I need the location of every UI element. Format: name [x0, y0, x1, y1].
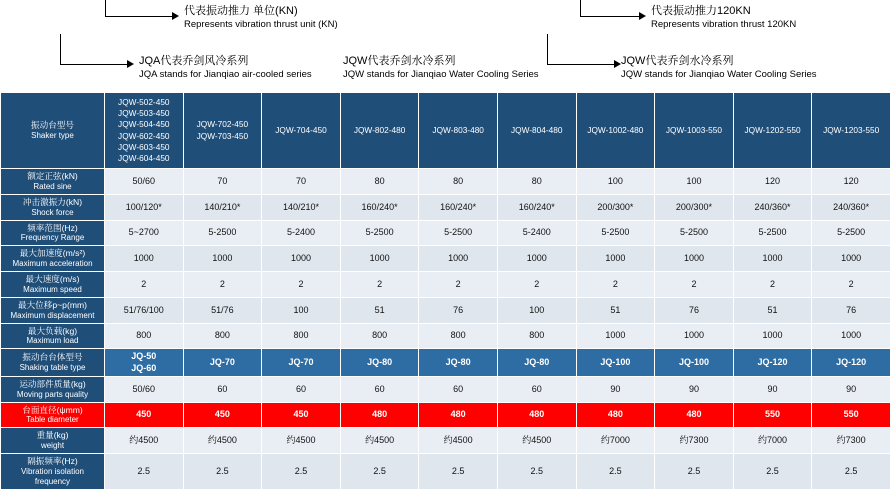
- cell-max-displacement-0: 51/76/100: [105, 297, 184, 323]
- cell-shock-force-5: 160/240*: [497, 194, 576, 220]
- annotation-jqw-series-1-cn: JQW代表乔剑水冷系列: [343, 55, 456, 67]
- cell-moving-parts-quality-9: 90: [812, 376, 890, 402]
- cell-moving-parts-quality-2: 60: [262, 376, 341, 402]
- table-row: [1, 297, 890, 323]
- cell-weight-7: 约7300: [655, 428, 734, 454]
- cell-max-load-5: 800: [497, 323, 576, 349]
- leader-line-jqw-horizontal: [547, 64, 615, 65]
- cell-max-acceleration-2: 1000: [262, 246, 341, 272]
- annotation-thrust-unit: [184, 5, 338, 31]
- cell-rated-sine-2: 70: [262, 169, 341, 195]
- header-row-label: [1, 93, 105, 169]
- leader-line-thrust-unit-vertical: [105, 0, 106, 17]
- cell-frequency-range-2: 5-2400: [262, 220, 341, 246]
- cell-rated-sine-9: 120: [812, 169, 890, 195]
- cell-weight-4: 约4500: [419, 428, 498, 454]
- cell-table-diameter-6: 480: [576, 402, 655, 428]
- annotation-thrust-unit-en: Represents vibration thrust unit (KN): [184, 18, 338, 30]
- cell-max-load-7: 1000: [655, 323, 734, 349]
- cell-shock-force-4: 160/240*: [419, 194, 498, 220]
- table-header-model-4: JQW-803-480: [419, 93, 498, 169]
- leader-line-thrust120-vertical: [580, 0, 581, 17]
- leader-line-thrust120-horizontal: [580, 16, 640, 17]
- header-row-label-cn: 振动台型号: [31, 120, 74, 131]
- cell-moving-parts-quality-8: 90: [733, 376, 812, 402]
- cell-vibration-isolation-frequency-9: 2.5: [812, 453, 890, 489]
- row-label-max-load: 最大负载(kg) Maximum load: [1, 323, 105, 349]
- cell-max-speed-7: 2: [655, 272, 734, 298]
- cell-max-load-3: 800: [340, 323, 419, 349]
- table-row: [1, 428, 890, 454]
- annotation-thrust120-cn: 代表振动推力120KN: [651, 5, 751, 17]
- table-row: [1, 194, 890, 220]
- cell-shock-force-6: 200/300*: [576, 194, 655, 220]
- cell-moving-parts-quality-7: 90: [655, 376, 734, 402]
- cell-rated-sine-4: 80: [419, 169, 498, 195]
- leader-line-jqa-horizontal: [60, 64, 128, 65]
- cell-max-acceleration-4: 1000: [419, 246, 498, 272]
- annotation-jqa-series-en: JQA stands for Jianqiao air-cooled series: [139, 68, 312, 80]
- row-label-frequency-range: 频率范围(Hz) Frequency Range: [1, 220, 105, 246]
- cell-max-speed-1: 2: [183, 272, 262, 298]
- table-header-model-6: JQW-1002-480: [576, 93, 655, 169]
- annotation-jqw-series-1: [343, 55, 539, 81]
- cell-shaking-table-type-4: JQ-80: [419, 349, 498, 377]
- annotation-jqw-series-1-en: JQW stands for Jianqiao Water Cooling Series: [343, 68, 539, 80]
- cell-moving-parts-quality-3: 60: [340, 376, 419, 402]
- cell-max-displacement-1: 51/76: [183, 297, 262, 323]
- cell-weight-5: 约4500: [497, 428, 576, 454]
- cell-moving-parts-quality-4: 60: [419, 376, 498, 402]
- table-row: [1, 220, 890, 246]
- cell-max-displacement-4: 76: [419, 297, 498, 323]
- cell-frequency-range-3: 5-2500: [340, 220, 419, 246]
- cell-weight-9: 约7300: [812, 428, 890, 454]
- cell-shaking-table-type-5: JQ-80: [497, 349, 576, 377]
- cell-shock-force-8: 240/360*: [733, 194, 812, 220]
- cell-max-displacement-5: 100: [497, 297, 576, 323]
- arrow-thrust-unit: [172, 12, 179, 20]
- cell-vibration-isolation-frequency-1: 2.5: [183, 453, 262, 489]
- cell-shock-force-1: 140/210*: [183, 194, 262, 220]
- table-row: [1, 453, 890, 489]
- cell-table-diameter-5: 480: [497, 402, 576, 428]
- cell-shock-force-2: 140/210*: [262, 194, 341, 220]
- cell-max-load-9: 1000: [812, 323, 890, 349]
- annotation-thrust-unit-cn: 代表振动推力 单位(KN): [184, 5, 298, 17]
- table-header-model-9: JQW-1203-550: [812, 93, 890, 169]
- cell-table-diameter-2: 450: [262, 402, 341, 428]
- cell-weight-0: 约4500: [105, 428, 184, 454]
- cell-max-load-8: 1000: [733, 323, 812, 349]
- cell-weight-1: 约4500: [183, 428, 262, 454]
- cell-max-acceleration-8: 1000: [733, 246, 812, 272]
- cell-max-displacement-7: 76: [655, 297, 734, 323]
- cell-vibration-isolation-frequency-6: 2.5: [576, 453, 655, 489]
- arrow-thrust120: [639, 12, 646, 20]
- cell-max-load-4: 800: [419, 323, 498, 349]
- row-label-max-displacement: 最大位移p~p(mm) Maximum displacement: [1, 297, 105, 323]
- row-label-vibration-isolation-frequency: 隔振频率(Hz) Vibration isolation frequency: [1, 453, 105, 489]
- cell-shock-force-0: 100/120*: [105, 194, 184, 220]
- row-label-table-diameter: 台面直径(ψmm) Table diameter: [1, 402, 105, 428]
- cell-weight-6: 约7000: [576, 428, 655, 454]
- table-header-model-5: JQW-804-480: [497, 93, 576, 169]
- cell-rated-sine-6: 100: [576, 169, 655, 195]
- cell-rated-sine-5: 80: [497, 169, 576, 195]
- table-header-model-0: JQW-502-450 JQW-503-450 JQW-504-450 JQW-602-450 JQW-603-450 JQW-604-450: [105, 93, 184, 169]
- cell-max-displacement-6: 51: [576, 297, 655, 323]
- cell-max-displacement-2: 100: [262, 297, 341, 323]
- cell-max-load-2: 800: [262, 323, 341, 349]
- leader-line-jqw-vertical: [547, 34, 548, 65]
- cell-max-load-0: 800: [105, 323, 184, 349]
- annotation-thrust120-en: Represents vibration thrust 120KN: [651, 18, 797, 30]
- table-row: [1, 323, 890, 349]
- cell-max-load-1: 800: [183, 323, 262, 349]
- header-row-label-en: Shaker type: [31, 130, 74, 140]
- table-header-model-2: JQW-704-450: [262, 93, 341, 169]
- cell-shock-force-9: 240/360*: [812, 194, 890, 220]
- cell-vibration-isolation-frequency-8: 2.5: [733, 453, 812, 489]
- cell-vibration-isolation-frequency-2: 2.5: [262, 453, 341, 489]
- cell-max-displacement-3: 51: [340, 297, 419, 323]
- table-header-model-7: JQW-1003-550: [655, 93, 734, 169]
- cell-moving-parts-quality-1: 60: [183, 376, 262, 402]
- cell-max-speed-4: 2: [419, 272, 498, 298]
- annotation-jqa-series-cn: JQA代表乔剑风冷系列: [139, 55, 249, 67]
- arrow-jqw: [614, 60, 621, 68]
- cell-table-diameter-1: 450: [183, 402, 262, 428]
- cell-vibration-isolation-frequency-0: 2.5: [105, 453, 184, 489]
- cell-weight-2: 约4500: [262, 428, 341, 454]
- cell-frequency-range-1: 5-2500: [183, 220, 262, 246]
- row-label-rated-sine: 额定正弦(kN) Rated sine: [1, 169, 105, 195]
- arrow-jqa: [127, 60, 134, 68]
- cell-rated-sine-7: 100: [655, 169, 734, 195]
- cell-vibration-isolation-frequency-4: 2.5: [419, 453, 498, 489]
- cell-max-speed-6: 2: [576, 272, 655, 298]
- cell-table-diameter-7: 480: [655, 402, 734, 428]
- row-label-max-acceleration: 最大加速度(m/s²) Maximum acceleration: [1, 246, 105, 272]
- row-label-weight: 重量(kg) weight: [1, 428, 105, 454]
- cell-shaking-table-type-0: JQ-50 JQ-60: [105, 349, 184, 377]
- cell-vibration-isolation-frequency-3: 2.5: [340, 453, 419, 489]
- cell-rated-sine-1: 70: [183, 169, 262, 195]
- cell-max-speed-3: 2: [340, 272, 419, 298]
- cell-weight-3: 约4500: [340, 428, 419, 454]
- annotation-jqw-series-2-cn: JQW代表乔剑水冷系列: [621, 55, 734, 67]
- cell-moving-parts-quality-5: 60: [497, 376, 576, 402]
- row-label-moving-parts-quality: 运动部件质量(kg) Moving parts quality: [1, 376, 105, 402]
- row-label-max-speed: 最大速度(m/s) Maximum speed: [1, 272, 105, 298]
- cell-max-load-6: 1000: [576, 323, 655, 349]
- shaker-spec-table: [0, 92, 890, 490]
- leader-line-jqa-vertical: [60, 34, 61, 65]
- cell-max-acceleration-0: 1000: [105, 246, 184, 272]
- annotation-jqa-series: [139, 55, 312, 81]
- cell-table-diameter-9: 550: [812, 402, 890, 428]
- cell-shaking-table-type-8: JQ-120: [733, 349, 812, 377]
- cell-max-acceleration-1: 1000: [183, 246, 262, 272]
- cell-max-acceleration-6: 1000: [576, 246, 655, 272]
- cell-max-acceleration-9: 1000: [812, 246, 890, 272]
- table-row: [1, 272, 890, 298]
- table-header-model-1: JQW-702-450 JQW-703-450: [183, 93, 262, 169]
- cell-max-speed-0: 2: [105, 272, 184, 298]
- table-row: [1, 349, 890, 377]
- annotation-jqw-series-2: [621, 55, 817, 81]
- cell-rated-sine-8: 120: [733, 169, 812, 195]
- cell-table-diameter-4: 480: [419, 402, 498, 428]
- cell-rated-sine-3: 80: [340, 169, 419, 195]
- leader-line-thrust-unit-horizontal: [105, 16, 173, 17]
- cell-rated-sine-0: 50/60: [105, 169, 184, 195]
- cell-max-acceleration-7: 1000: [655, 246, 734, 272]
- cell-shaking-table-type-9: JQ-120: [812, 349, 890, 377]
- annotation-jqw-series-2-en: JQW stands for Jianqiao Water Cooling Series: [621, 68, 817, 80]
- row-label-shaking-table-type: 振动台台体型号 Shaking table type: [1, 349, 105, 377]
- row-label-shock-force: 冲击激振力(kN) Shock force: [1, 194, 105, 220]
- table-row: [1, 402, 890, 428]
- cell-moving-parts-quality-6: 90: [576, 376, 655, 402]
- cell-frequency-range-5: 5-2400: [497, 220, 576, 246]
- table-row: [1, 246, 890, 272]
- cell-shaking-table-type-1: JQ-70: [183, 349, 262, 377]
- cell-max-speed-2: 2: [262, 272, 341, 298]
- cell-shaking-table-type-7: JQ-100: [655, 349, 734, 377]
- table-header-model-3: JQW-802-480: [340, 93, 419, 169]
- cell-max-acceleration-3: 1000: [340, 246, 419, 272]
- table-row: [1, 169, 890, 195]
- cell-shaking-table-type-3: JQ-80: [340, 349, 419, 377]
- cell-shaking-table-type-6: JQ-100: [576, 349, 655, 377]
- cell-shock-force-3: 160/240*: [340, 194, 419, 220]
- table-row: [1, 376, 890, 402]
- cell-vibration-isolation-frequency-7: 2.5: [655, 453, 734, 489]
- cell-frequency-range-4: 5-2500: [419, 220, 498, 246]
- cell-shock-force-7: 200/300*: [655, 194, 734, 220]
- cell-frequency-range-0: 5~2700: [105, 220, 184, 246]
- cell-max-acceleration-5: 1000: [497, 246, 576, 272]
- cell-max-displacement-8: 51: [733, 297, 812, 323]
- annotation-area: [0, 0, 890, 92]
- cell-table-diameter-8: 550: [733, 402, 812, 428]
- cell-frequency-range-9: 5-2500: [812, 220, 890, 246]
- table-header-model-8: JQW-1202-550: [733, 93, 812, 169]
- cell-moving-parts-quality-0: 50/60: [105, 376, 184, 402]
- cell-vibration-isolation-frequency-5: 2.5: [497, 453, 576, 489]
- cell-max-displacement-9: 76: [812, 297, 890, 323]
- cell-shaking-table-type-2: JQ-70: [262, 349, 341, 377]
- annotation-thrust120: [651, 5, 796, 31]
- cell-frequency-range-6: 5-2500: [576, 220, 655, 246]
- cell-max-speed-9: 2: [812, 272, 890, 298]
- cell-frequency-range-8: 5-2500: [733, 220, 812, 246]
- cell-table-diameter-3: 480: [340, 402, 419, 428]
- table-header-row: [1, 93, 890, 169]
- cell-max-speed-5: 2: [497, 272, 576, 298]
- cell-table-diameter-0: 450: [105, 402, 184, 428]
- cell-frequency-range-7: 5-2500: [655, 220, 734, 246]
- cell-weight-8: 约7000: [733, 428, 812, 454]
- cell-max-speed-8: 2: [733, 272, 812, 298]
